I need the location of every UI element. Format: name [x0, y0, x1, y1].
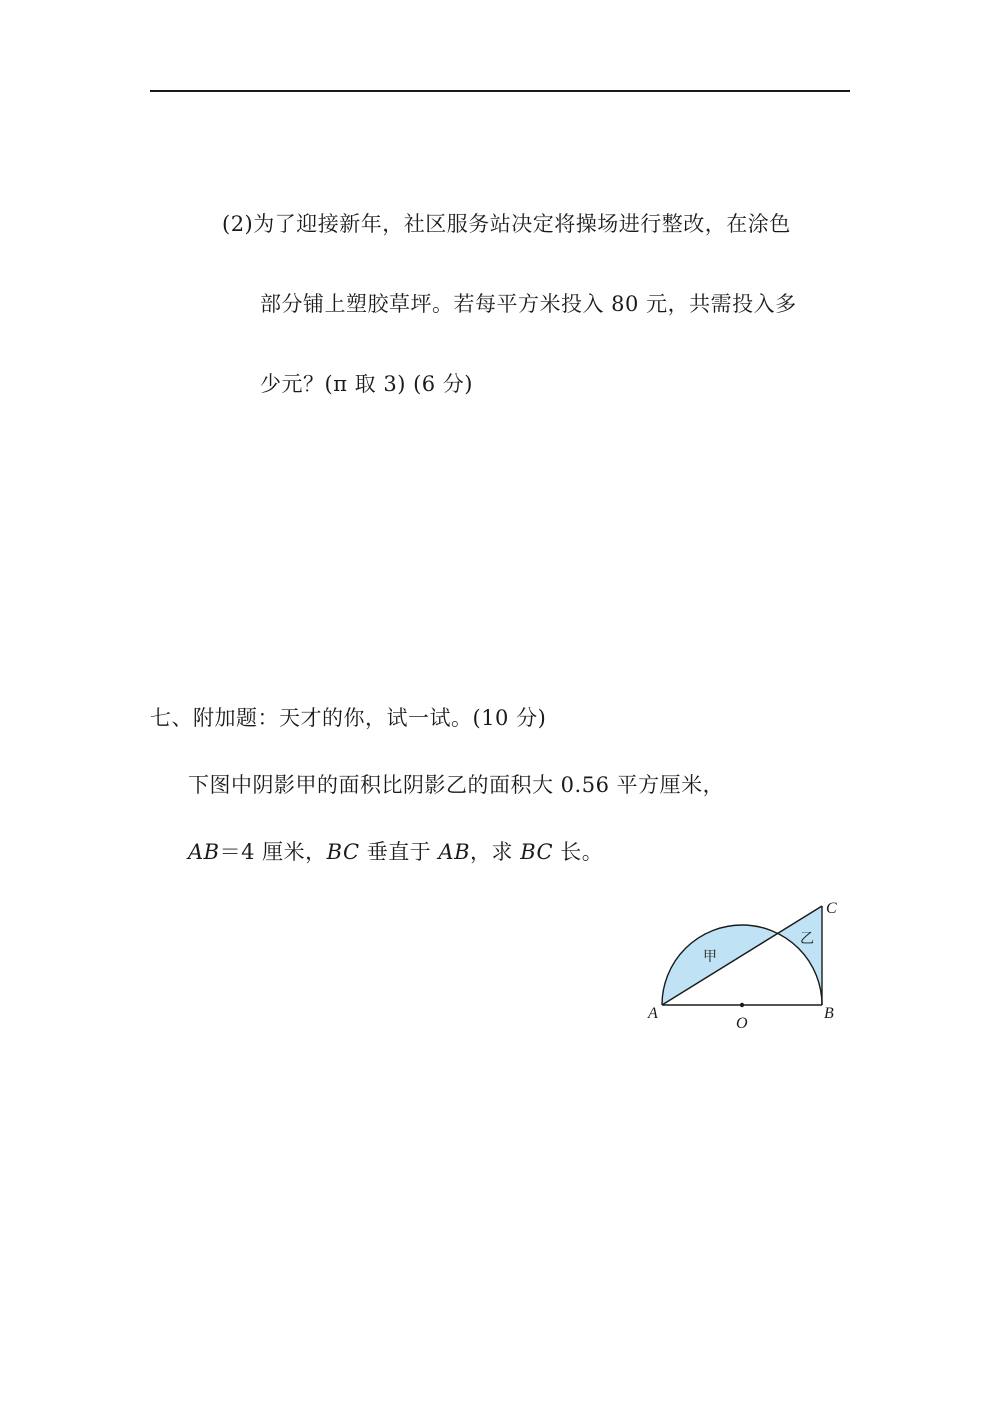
segment-ab-ref: AB — [438, 840, 471, 864]
segment-bc-ref: BC — [520, 840, 554, 864]
label-a: A — [648, 1005, 658, 1022]
header-rule — [150, 90, 850, 92]
question-2-line-2: 部分铺上塑胶草坪。若每平方米投入 80 元，共需投入多 — [260, 292, 797, 316]
ask-text: ，求 — [470, 840, 521, 864]
label-o: O — [736, 1015, 748, 1032]
shaded-region-jia — [662, 926, 777, 1005]
perpendicular-text: 垂直于 — [359, 840, 439, 864]
question-2-line-1: (2)为了迎接新年，社区服务站决定将操场进行整改，在涂色 — [222, 212, 791, 236]
segment-ab: AB — [188, 840, 220, 864]
segment-bc: BC — [326, 840, 360, 864]
semicircle-triangle-diagram — [640, 890, 860, 1040]
label-yi: 乙 — [800, 931, 814, 947]
label-c: C — [826, 900, 837, 917]
section-7-heading: 七、附加题：天才的你，试一试。(10 分) — [150, 706, 547, 730]
label-b: B — [824, 1005, 834, 1022]
geometry-figure — [640, 890, 860, 1040]
problem-text-line-1: 下图中阴影甲的面积比阴影乙的面积大 0.56 平方厘米， — [188, 773, 725, 797]
label-jia: 甲 — [703, 949, 717, 965]
ending-text: 长。 — [553, 840, 604, 864]
problem-text-line-2 — [188, 838, 603, 866]
shaded-region-yi — [777, 906, 822, 1005]
question-2-line-3: 少元？(π 取 3) (6 分) — [260, 372, 473, 396]
center-point-o — [740, 1003, 744, 1007]
length-value: ＝4 厘米， — [219, 840, 327, 864]
